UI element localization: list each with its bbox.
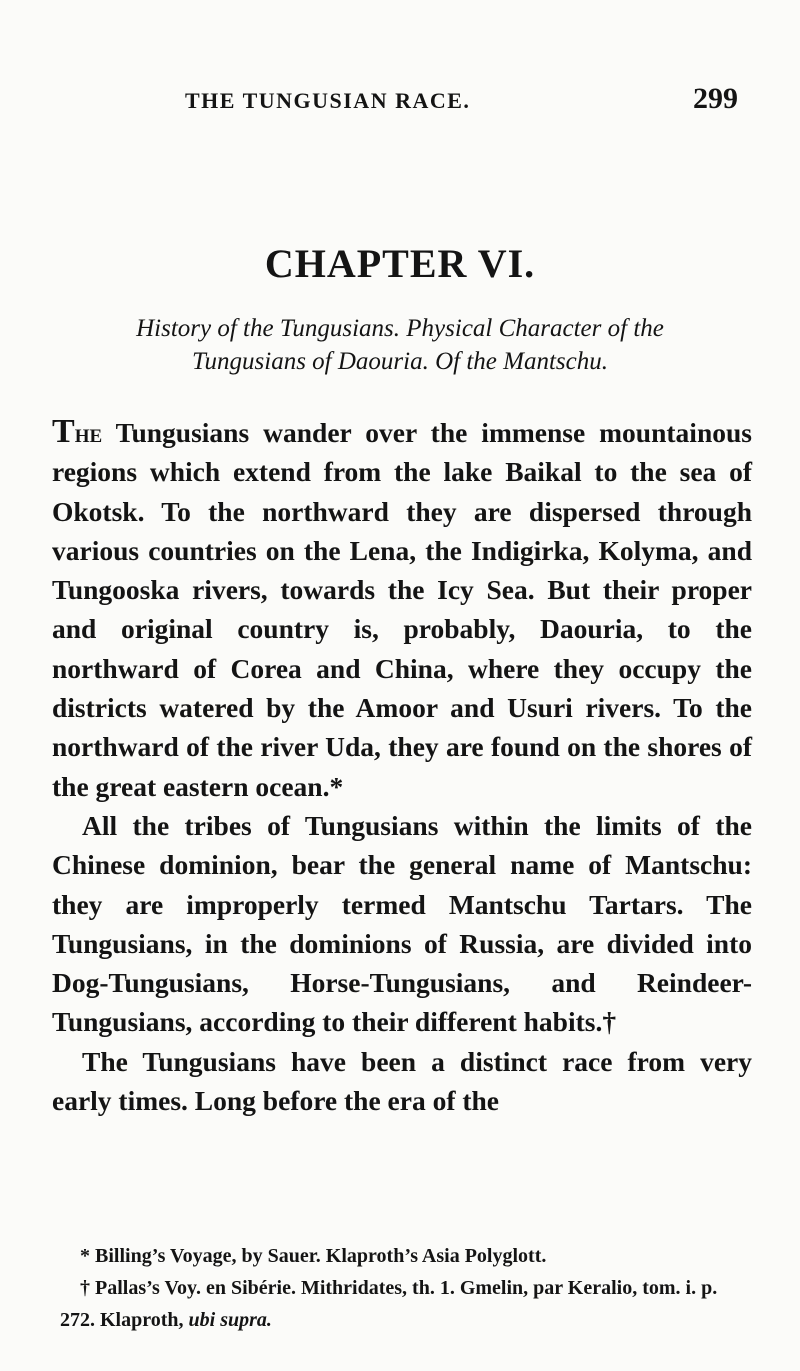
footnote-2-italic: ubi supra.	[188, 1309, 272, 1331]
paragraph-3: The Tungusians have been a distinct race from very early times. Long before the era of the	[52, 1045, 752, 1117]
paragraph-2: All the tribes of Tungusians within the limits of the Chinese dominion, bear the general name of Mantschu: they are improperly termed Mantschu Tartars. The Tungusians, in the dominions of Russia, are divided into Dog-Tungusians, Horse-Tungusians, and Reindeer-Tungusians, according to their different habits.†	[52, 809, 752, 1038]
paragraph-1	[52, 412, 752, 806]
body-text	[52, 412, 752, 1120]
drop-cap: T	[52, 413, 75, 450]
footnote-1: * Billing’s Voyage, by Sauer. Klaproth’s Asia Polyglott.	[80, 1245, 547, 1267]
page-number: 299	[693, 82, 738, 115]
footnote-2	[60, 1272, 750, 1336]
paragraph-1-text: Tungusians wander over the immense mountainous regions which extend from the lake Baikal to the sea of Okotsk. To the northward they are dispersed through various countries on the Lena, the Indigirka, Kolyma, and Tungooska rivers, towards the Icy Sea. But their proper and original country is, probably, Daouria, to the northward of Corea and China, where they occupy the districts watered by the Amoor and Usuri rivers. To the northward of the river Uda, they are found on the shores of the great eastern ocean.*	[52, 417, 752, 802]
running-title: THE TUNGUSIAN RACE.	[185, 88, 471, 113]
chapter-summary-line-2: Tungusians of Daouria. Of the Mantschu.	[192, 348, 608, 375]
small-caps-word: he	[74, 417, 103, 448]
footnotes	[60, 1240, 750, 1336]
chapter-title: CHAPTER VI.	[264, 241, 536, 286]
running-head	[55, 82, 738, 122]
chapter-summary-line-1: History of the Tungusians. Physical Character of the	[136, 315, 664, 342]
chapter-summary	[40, 312, 760, 378]
footnote-2-text: † Pallas’s Voy. en Sibérie. Mithridates, th. 1. Gmelin, par Keralio, tom. i. p. 272. Klaproth,	[60, 1277, 718, 1331]
